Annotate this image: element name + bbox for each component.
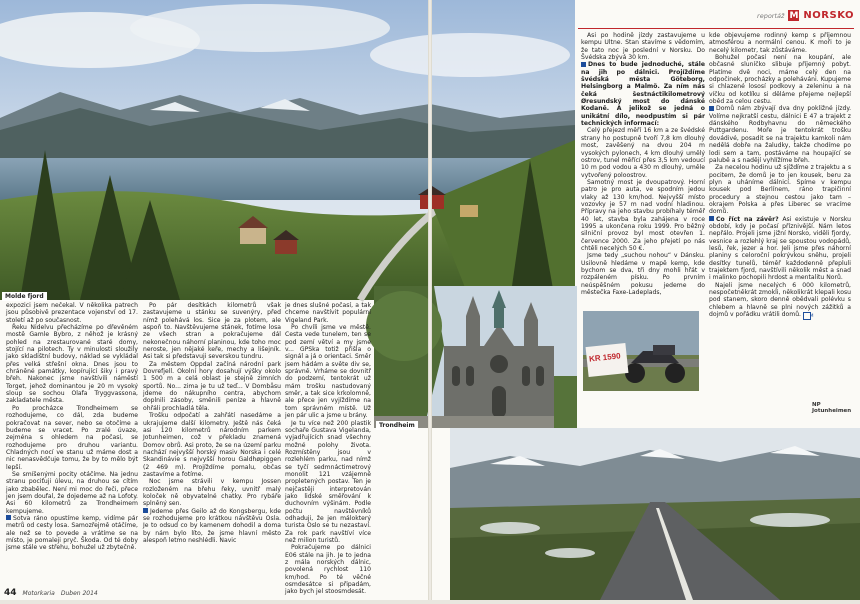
motorcycle-illustration (583, 311, 699, 391)
paragraph: Pokračujeme po dálnici E06 stále na jih. Je to jedna z mála norských dálnic, povolená rychlost 110 km/hod. Po té věčné osmdesátce si připadám, jako bych jel stoosmdesát. (285, 544, 371, 596)
magazine-name: Motorkaria (22, 590, 55, 597)
paragraph: Po procházce Trondheimem se rozhodujeme, co dál, zda budeme pokračovat na sever, nebo se otočíme a budeme se vracet. Po zralé úvaze, zejména s ohledem na počasí, se rozhodujeme pro druhou variantu. Chladných nocí ve stanu už máme dost a nic nenasvědčuje tomu, že by to mělo být lepší. (6, 404, 138, 471)
cathedral-photo (374, 286, 577, 428)
text-column-2 (143, 302, 281, 582)
fjord-illustration (0, 0, 575, 300)
paragraph: Po pár desítkách kilometrů však zastavujeme u stánku se suvenýry, před nímž polehává los. Sice je za plotem, ale aspoň to. Navštěvujeme stánek, fotíme losa ze všech stran a pokračujeme dál nekonečnou náhorní planinou, kde toho moc neroste, jen nějaké keře, mechy a lišejník. Asi tak si představuji severskou tundru. (143, 302, 281, 361)
fjord-caption: Molde fjord (2, 292, 47, 301)
paragraph: Po chvíli jsme ve městě. Cesta vede tunelem, ten se pod zemí větví a my jsme v... GPSka totiž přišla o signál a já o orientaci. Směr jsem hádám a světe div se, správně. Vrháme se dovnitř do podzemí, tentokrát už mám trošku nastudovaný směr, a tak sice krkolomně, ale přece jen vyjíždíme na tom správném místě. Už jen pár ulic a jsme u brány. (285, 324, 371, 420)
page-gutter (428, 0, 432, 600)
country-title: NORSKO (803, 10, 854, 21)
cathedral-caption: Trondheim (376, 421, 418, 430)
photo-credit: NP Jotunheimen (812, 402, 852, 414)
paragraph: Je tu více než 200 plastik sochaře Gustava Vigelanda, vyjadřujících snad všechny možné polohy života. Rozmístěny jsou v rozlehlém parku, nad nímž se tyčí sedmnáctimetrový monolit 121 vzájemně propletených postav. Ten je nejčastěji interpretován jako lidské směřování k duchovním výšinám. Podle počtu navštěvníků odhaduji, že jen málokterý turista Oslo se tu nezastaví. Za rok park navštíví více než milion turistů. (285, 419, 371, 544)
section-label: reportáž (757, 11, 785, 20)
text-column-1 (6, 302, 138, 582)
section-header (757, 10, 854, 21)
paragraph: expozici jsem nečekal. V několika patrech jsou působivě prezentace vojenství od 17. století až po současnost. (6, 302, 138, 324)
paragraph: Jsme tedy „suchou nohou“ v Dánsku. Usilovně hledáme v mapě kemp, kde bychom se dva, tři dny mohli hřát v rozpáleném písku. Po prvním neúspěšném pokusu jedeme do městečka Faxe-Ladeplads, (581, 252, 705, 297)
paragraph: Bohužel počasí není na koupání, ale občasné sluníčko slibuje příjemný pobyt. Platíme dvě noci, máme celý den na odpočinek, procházky a poleháváni. Kupujeme si chlazené lososí podkovy a zeleninu a na víčku od kotlíku si děláme přejeme nejlepší oběd za celou cestu. (709, 54, 851, 106)
paragraph: Noc jsme strávili v kempu Jossen rozloženém na břehu řeky, uvnitř malý koloček ně obyvatelné chatky. Pro rybáře splněný sen. (143, 478, 281, 508)
paragraph-marked: Co říct na závěr? Asi existuje v Norsku období, kdy je počasí příznivější. Nám letos nepřálo. Projeli jsme jižní Norsko, viděli fjordy, vesnice a rozlehlý kraj se spoustou vodopádů, lesů, řek, jezer a hor. Jeli jsme přes náhorní planiny s celoroční pokrývkou sněhu, projeli desítky tunelů, téměř každodenně přepluli trajektem fjord, navštívili několik měst a snad i malinko pochopili hrdost a mentalitu Norů. (709, 215, 851, 282)
page-number: 44 (4, 588, 17, 598)
section-square-icon (581, 62, 586, 67)
paragraph: Samotný most je dvoupatrový. Horní patro je pro auta, ve spodním jedou vlaky až 130 km/hod. Nejvyšší místo vozovky je 57 m nad vodní hladinou. Přípravy na jeho stavbu probíhaly téměř 40 let, stavba byla zahájena v roce 1995 a ukončena roku 1999. Pro běžný silniční provoz byl most otevřen 1. července 2000. Za jeho přejetí po nás chtěli necelých 50 €. (581, 178, 705, 252)
cathedral-illustration (374, 286, 577, 428)
price-sign: KR 1590 (588, 351, 621, 364)
text-column-4 (581, 32, 705, 310)
paragraph: Se smíšenými pocity otáčíme. Na jednu stranu pociťuji úlevu, na druhou se cítím jako zbabělec. Není mi moc do řeči, přece jen jsem doufal, že dojedeme až na Lofoty. Asi 60 kilometrů za Trondheimem kempujeme. (6, 470, 138, 515)
road-photo (450, 428, 860, 600)
fjord-photo (0, 0, 575, 300)
paragraph: kde objevujeme rodinný kemp s příjemnou atmosférou a normální cenou. K moři to je necelý kilometr, tak zůstáváme. (709, 32, 851, 54)
paragraph-marked: Sotva ráno opustíme kemp, vidíme pár metrů od cesty losa. Samozřejmě otáčíme, ale než se to povede a vrátíme se na místo, je pomaleji pryč. Škoda. Od té doby jsme stále ve střehu, bohužel už zbytečně. (6, 514, 138, 552)
header-rule (578, 28, 854, 29)
paragraph: Trošku odpočatí a zahřátí nasedáme a ukrajujeme další kilometry. Ještě nás čeká asi 120 kilometrů národním parkem Jotunheimen, což v překladu znamená Domov obrů. Asi proto, že se na území parku nachází nejvyšší horský masiv Norska i celé Skandinávie s nejvyšší horou Galdhøpiggen (2 469 m). Projíždíme pomalu, občas zastavíme a fotíme. (143, 412, 281, 478)
page-footer (4, 588, 98, 598)
paragraph-marked: Dnes to bude jednoduché, stále na jih po dálnici. Projíždíme švédská města Göteborg, Helsingborg a Malmö. Za ním nás čeká šestnáctikilometrový Øresundský most do dánské Kodaně. A jelikož se jedná o unikátní dílo, neodpustím si pár technických informací: (581, 61, 705, 128)
magazine-logo: M (789, 10, 799, 21)
paragraph: Najeli jsme necelých 6 000 kilometrů, nespočetněkrát zmokli, několikrát klepali kosu pod stanem, skoro denně obědvali polévku s chlebem a hlavně se plni nových zážitků a dojmů v pořádku vrátili domů. M (709, 281, 851, 319)
section-square-icon (6, 515, 11, 520)
text-column-3 (285, 302, 371, 596)
paragraph: Řeku Nidelvu přecházíme po dřevěném mostě Gamle Bybro, z něhož je krásný pohled na zrestaurované staré domy, stojící na pilotech. Ty v minulosti sloužily jako skladištní budovy, náklad se vykládal přes velká střešní okna. Dnes jsou to chráněné památky, kopírující šiky i pravý břeh. Nakonec jsme navštívili náměstí Torget, jehož dominantou je 20 m vysoký sloup se sochou Olafa Tryggvassona, zakladatele města. (6, 324, 138, 405)
text-column-5 (709, 32, 851, 406)
paragraph-marked: Domů nám zbývají dva dny pokližné jízdy. Volíme nejkratší cestu, dálnici E 47 a trajekt z dánského Rodbyhavnu do německého Puttgardenu. Moře je tentokrát trošku dovádivé, posadit se na trajektu kamkoli nám nedělá dobře na žaludky, takže chodíme po lodi sem a tam, postáváme na houpající se palubě a s nadějí vyhlížíme břeh. (709, 105, 851, 164)
motorcycle-photo (583, 311, 699, 391)
section-square-icon (709, 216, 714, 221)
paragraph: Asi po hodině jízdy zastavujeme u kempu Ultne. Stan stavíme s vědomím, že tato noc je poslední v Norsku. Do Švédska zbývá 30 km. (581, 32, 705, 62)
paragraph-marked: Jedeme přes Geilo až do Kongsbergu, kde se rozhodujeme pro krátkou návštěvu Osla. Je to odsud co by kamenem dohodil a doma by nám bylo líto, že jsme hlavní město alespoň letmo neshlédli. Navic (143, 507, 281, 544)
paragraph: Za městem Oppdal začíná národní park Dovrefjell. Okolní hory dosahují výšky okolo 1 500 m a celá oblast je stejně zimních sportů. No... zima je tu už teď... V Dombåsu jdeme do nákupního centra, abychom doplnili zásoby, směnili peníze a hlavně ohřáli prochladlá těla. (143, 360, 281, 412)
issue-date: Duben 2014 (60, 590, 98, 597)
section-square-icon (143, 508, 148, 513)
section-square-icon (709, 106, 714, 111)
paragraph: je dnes slušné počasí, a tak chceme navštívit populární Vigeland Park. (285, 302, 371, 324)
end-of-article-icon: M (803, 312, 811, 320)
paragraph: Za necelou hodinu už sjíždíme z trajektu a s pocitem, že domů je to jen kousek, beru za plyn a uháníme dálnicí. Spíme v kempu kousek pod Berlínem, ráno trapičinní procedury a stejnou cestou jako tam – okrajem Polska a přes Liberec se vracíme domů. (709, 164, 851, 216)
road-illustration (450, 428, 860, 600)
paragraph: Celý přejezd měří 16 km a ze švédské strany ho postupně tvoří 7,8 km dlouhý most, zavěšený na dvou 204 m vysokých pylonech, 4 km dlouhý umělý ostrov, tunel měřící přes 3,5 km vedoucí 10 m pod vodou a 430 m dlouhý, uměle vytvořený poloostrov. (581, 127, 705, 179)
